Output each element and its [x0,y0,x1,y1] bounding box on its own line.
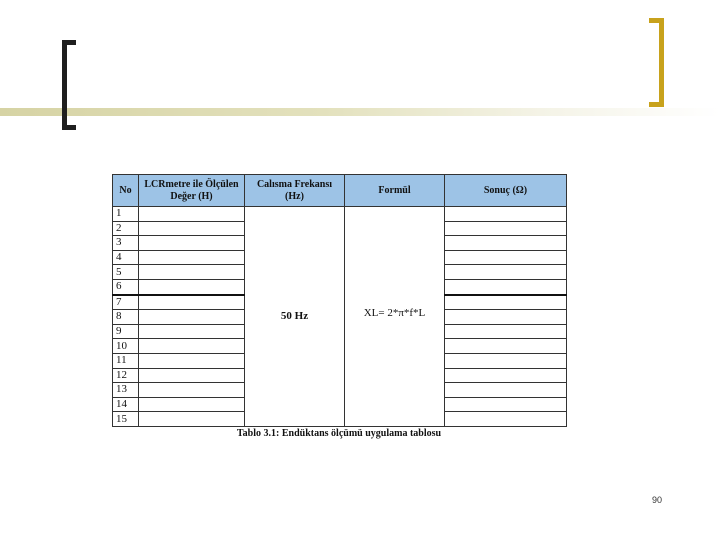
result-cell [445,265,567,280]
header-no: No [113,175,139,207]
lcr-value-cell [139,265,245,280]
result-cell [445,221,567,236]
row-number: 2 [113,221,139,236]
lcr-value-cell [139,368,245,383]
result-cell [445,339,567,354]
frequency-value: 50 Hz [280,309,309,322]
decorative-horizontal-bar [0,108,720,116]
result-cell [445,295,567,310]
lcr-value-cell [139,295,245,310]
header-formula: Formül [345,175,445,207]
row-number: 10 [113,339,139,354]
row-number: 6 [113,279,139,294]
table-caption: Tablo 3.1: Endüktans ölçümü uygulama tablosu [236,428,442,439]
lcr-value-cell [139,250,245,265]
lcr-value-cell [139,339,245,354]
lcr-value-cell [139,310,245,325]
frequency-cell [245,207,345,427]
row-number: 9 [113,324,139,339]
lcr-value-cell [139,324,245,339]
row-number: 8 [113,310,139,325]
header-result: Sonuç (Ω) [445,175,567,207]
result-cell [445,383,567,398]
lcr-value-cell [139,207,245,222]
row-number: 3 [113,236,139,251]
row-number: 5 [113,265,139,280]
result-cell [445,236,567,251]
result-cell [445,310,567,325]
row-number: 15 [113,412,139,427]
header-lcr-measured-value: LCRmetre ile Ölçülen Değer (H) [139,175,245,207]
lcr-value-cell [139,412,245,427]
lcr-value-cell [139,221,245,236]
row-number: 13 [113,383,139,398]
result-cell [445,207,567,222]
lcr-value-cell [139,383,245,398]
row-number: 11 [113,353,139,368]
right-bracket-decoration [649,18,664,107]
measurement-table-container [112,174,566,427]
table-header-row [113,175,567,207]
result-cell [445,324,567,339]
row-number: 4 [113,250,139,265]
lcr-value-cell [139,397,245,412]
left-bracket-decoration [62,40,76,130]
page-number: 90 [652,495,663,505]
result-cell [445,279,567,294]
table-row [113,207,567,222]
row-number: 12 [113,368,139,383]
result-cell [445,368,567,383]
header-working-frequency: Calısma Frekansı (Hz) [245,175,345,207]
lcr-value-cell [139,353,245,368]
row-number: 14 [113,397,139,412]
result-cell [445,397,567,412]
row-number: 7 [113,295,139,310]
result-cell [445,250,567,265]
lcr-value-cell [139,279,245,294]
table-body [113,207,567,427]
lcr-value-cell [139,236,245,251]
result-cell [445,412,567,427]
inductance-measurement-table [112,174,567,427]
formula-text: XL= 2*π*f*L [363,306,426,319]
row-number: 1 [113,207,139,222]
result-cell [445,353,567,368]
formula-cell [345,207,445,427]
